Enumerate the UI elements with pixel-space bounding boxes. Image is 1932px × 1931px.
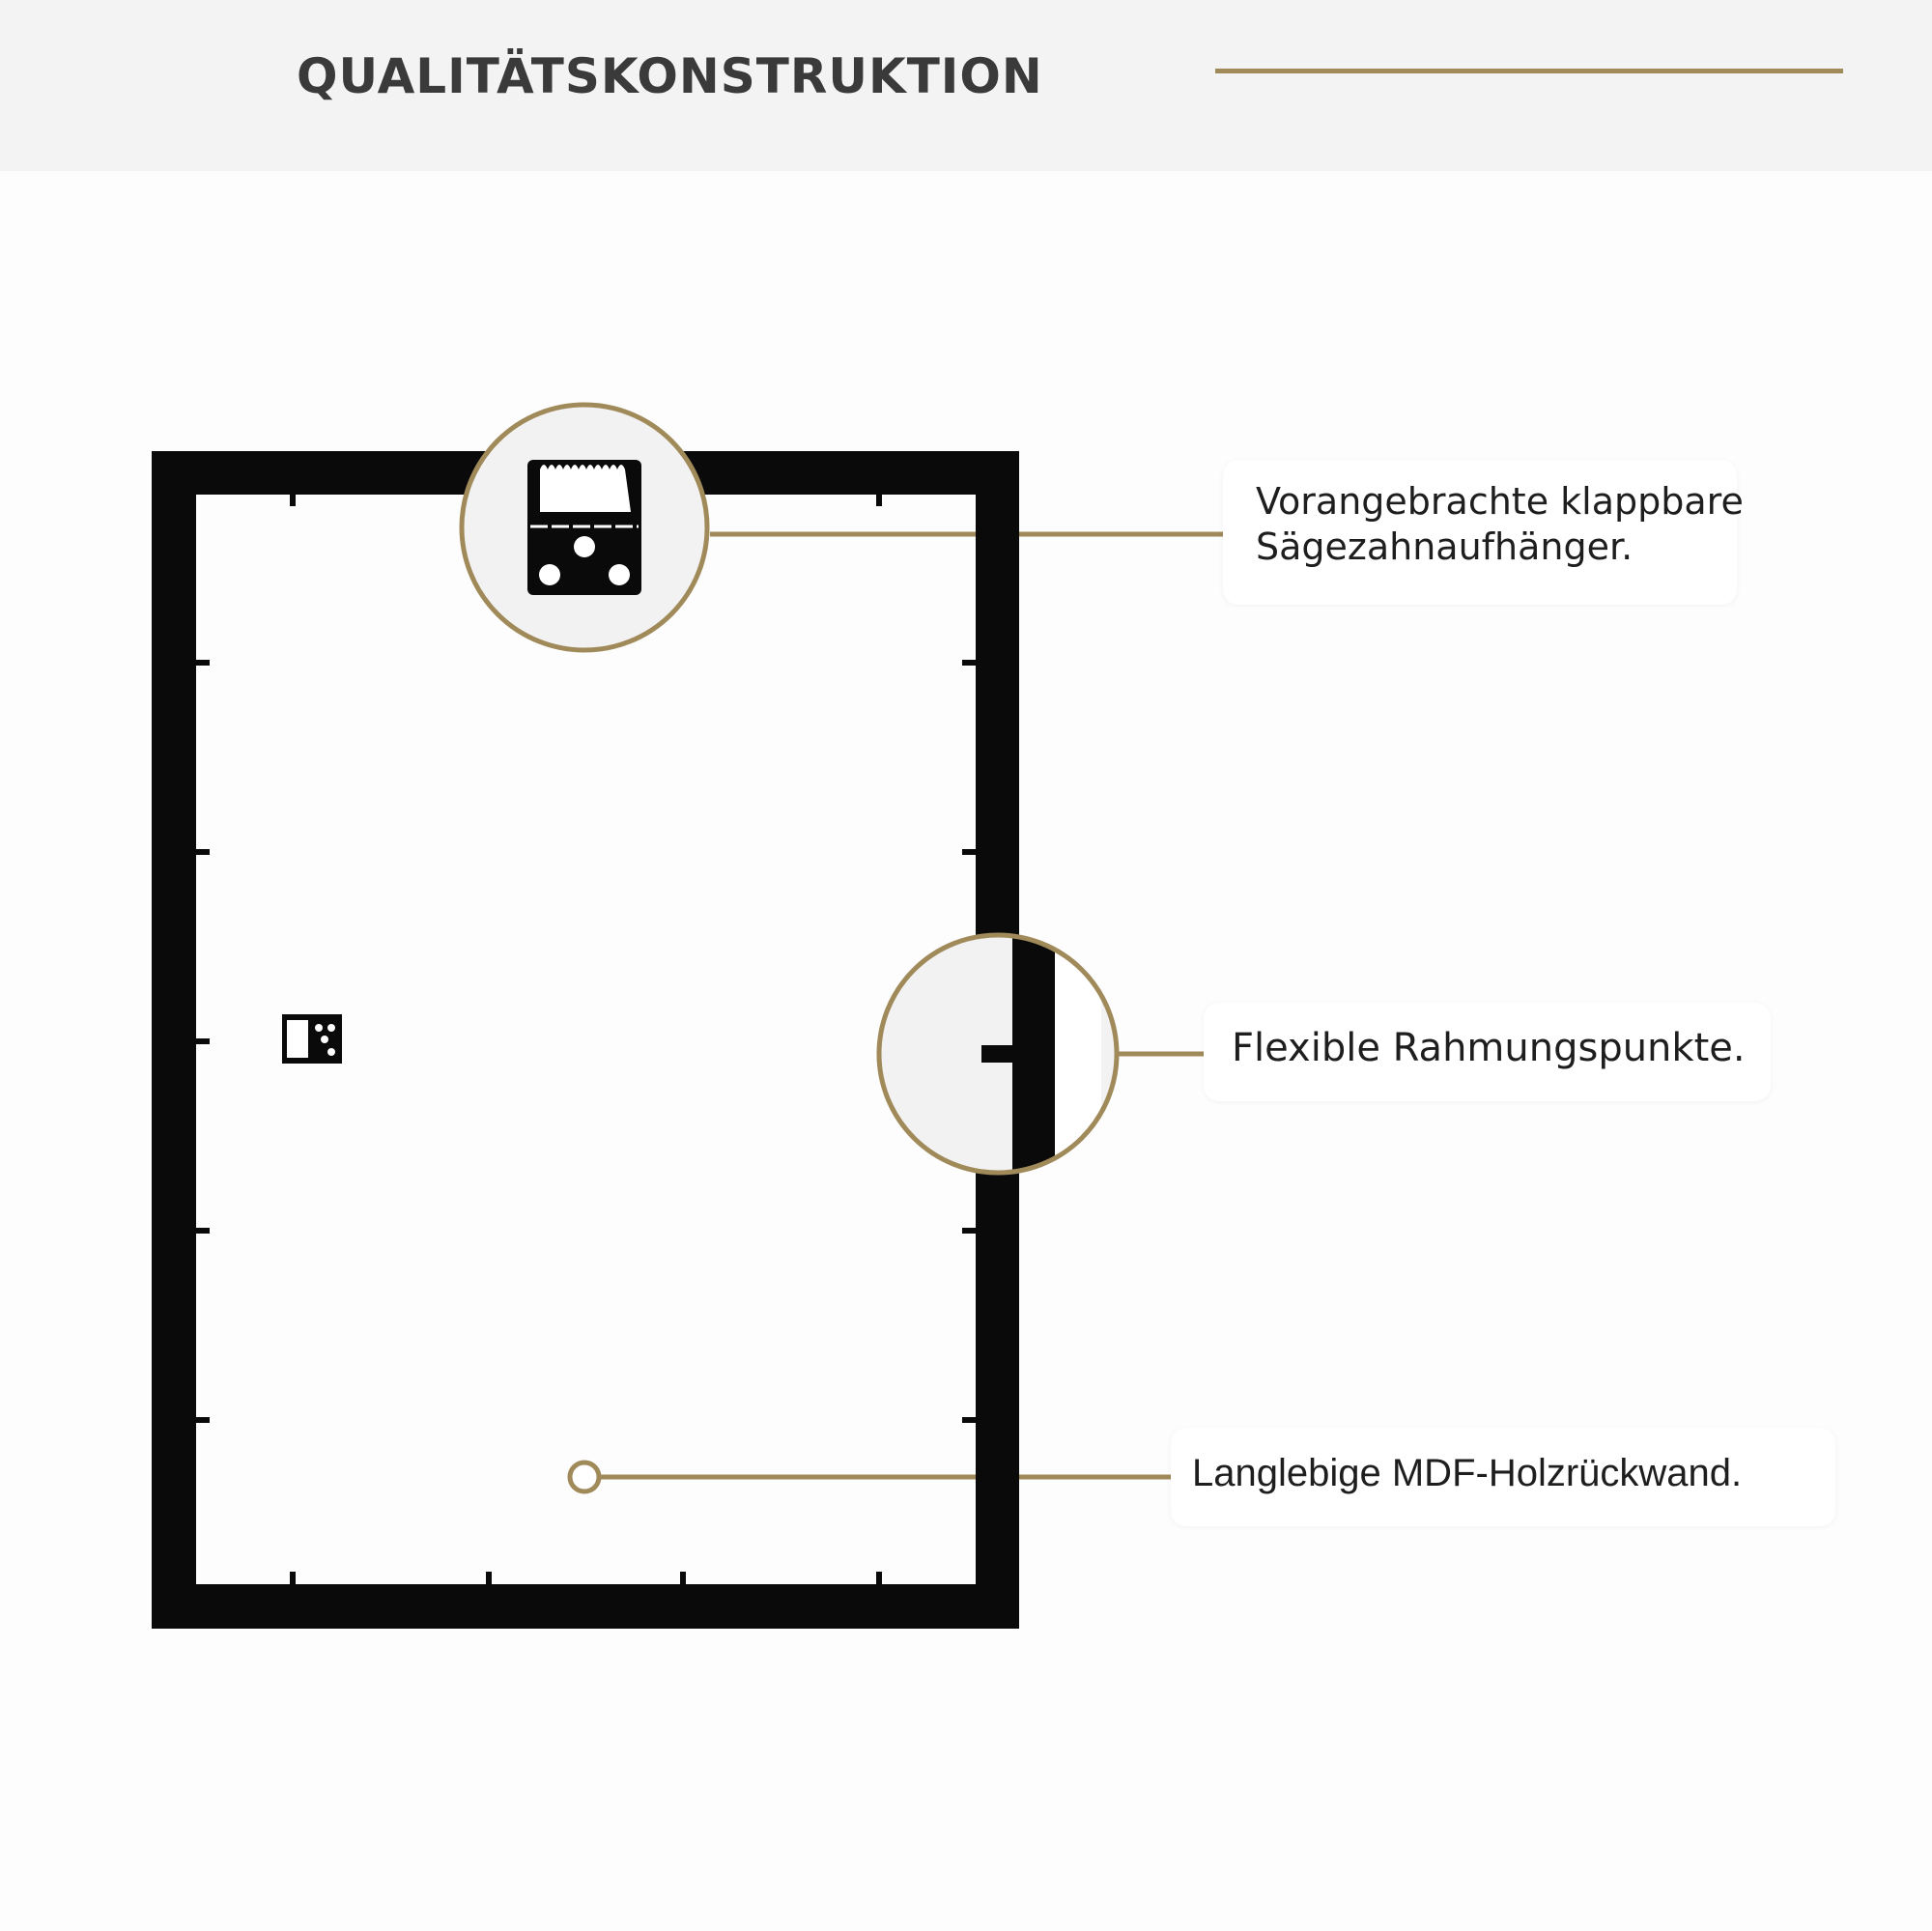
callout-line: Langlebige MDF-Holzrückwand. — [1192, 1452, 1743, 1494]
sawtooth-hanger-icon — [527, 460, 641, 595]
callout-line: Vorangebrachte klappbare — [1256, 480, 1744, 523]
callout-line: Flexible Rahmungspunkte. — [1232, 1026, 1746, 1070]
mdf-backing-marker — [570, 1462, 599, 1491]
callout-sawtooth-hanger — [1223, 460, 1744, 605]
callout-mdf-backing — [1171, 1428, 1835, 1526]
callout-framing-points — [1204, 1003, 1771, 1101]
page-title: QUALITÄTSKONSTRUKTION — [297, 48, 1043, 104]
callout-line: Sägezahnaufhänger. — [1256, 525, 1634, 568]
sawtooth-hanger-magnifier — [462, 405, 707, 650]
framing-point-magnifier — [879, 927, 1117, 1183]
small-hanger-icon — [282, 1014, 342, 1064]
